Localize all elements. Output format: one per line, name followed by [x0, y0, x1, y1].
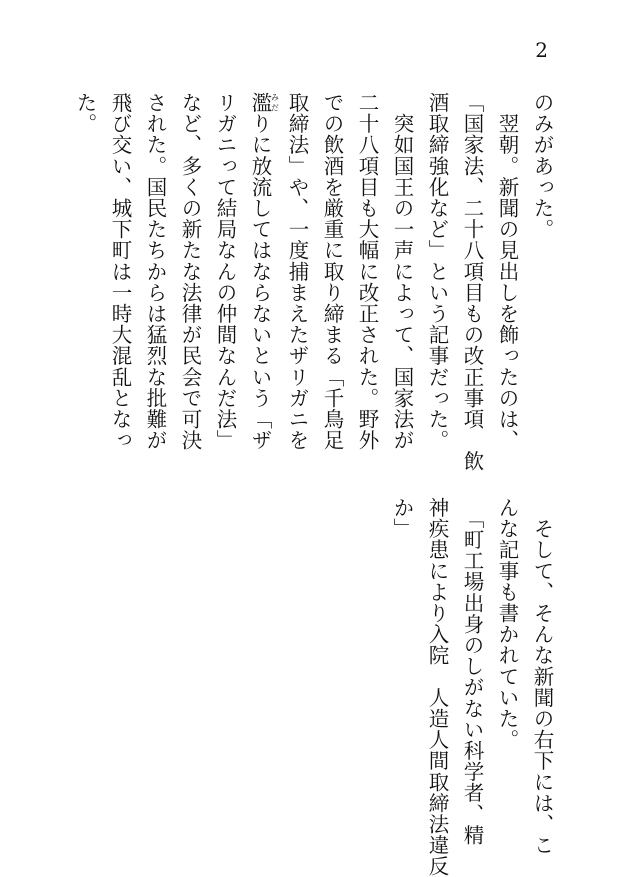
- text-line: 翌朝。新聞の見出しを飾ったのは、: [495, 92, 519, 451]
- ruby-base: 濫: [248, 92, 272, 114]
- page-number: 2: [535, 38, 548, 62]
- text-line: された。国民たちからは猛烈な批難が: [143, 92, 167, 451]
- text-line: んな記事も書かれていた。: [495, 497, 519, 751]
- text-line: での飲酒を厳重に取り締まる「千鳥足: [320, 92, 344, 451]
- text-line: 突如国王の一声によって、国家法が: [390, 92, 414, 451]
- text-line: 二十八項目も大幅に改正された。野外: [355, 92, 379, 451]
- text-line: など、多くの新たな法律が民会で可決: [178, 92, 202, 451]
- text-line: 酒取締強化など」という記事だった。: [425, 92, 449, 451]
- ruby-line-rest: りに放流してはならないという「ザ: [248, 113, 272, 451]
- ruby-reading: みだ: [270, 92, 280, 114]
- text-line: 神疾患により入院 人造人間取締法違反: [425, 497, 449, 877]
- ruby-annotation: [248, 92, 280, 114]
- text-line-with-ruby: [242, 92, 280, 451]
- text-line: そして、そんな新聞の右下には、こ: [530, 497, 554, 856]
- text-line: 飛び交い、城下町は一時大混乱となっ: [108, 92, 132, 451]
- text-line: のみがあった。: [530, 92, 554, 240]
- text-line: た。: [73, 92, 97, 135]
- text-line: か」: [390, 497, 414, 540]
- text-line: リガニって結局なんの仲間なんだ法」: [213, 92, 237, 451]
- bottom-text-block: [384, 497, 559, 877]
- top-text-block: [67, 92, 559, 472]
- text-line: 取締法」や、一度捕まえたザリガニを: [285, 92, 309, 451]
- text-line: 「国家法、二十八項目もの改正事項 飲: [460, 92, 484, 472]
- text-line: 「町工場出身のしがない科学者、精: [460, 497, 484, 846]
